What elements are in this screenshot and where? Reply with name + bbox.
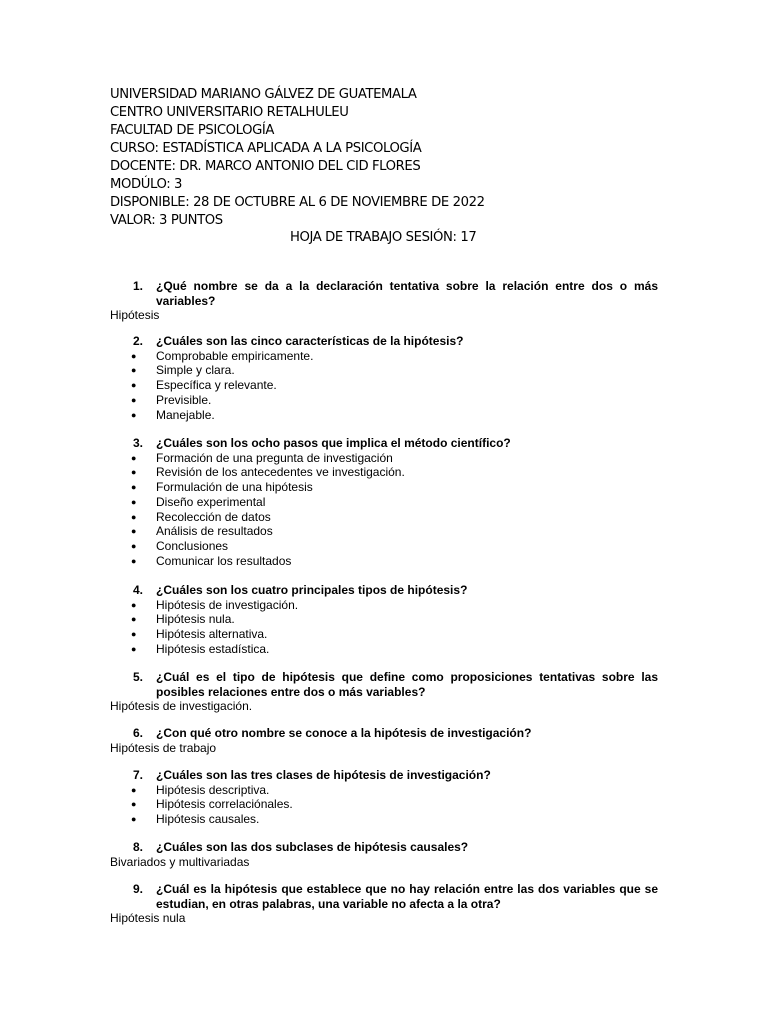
question: 2. ¿Cuáles son las cinco características de la hipótesis? <box>133 334 464 348</box>
list-item: ● Análisis de resultados <box>131 524 273 539</box>
question: 7. ¿Cuáles son las tres clases de hipótesis de investigación? <box>133 768 491 782</box>
list-item: ● Manejable. <box>131 407 215 422</box>
worksheet-title: HOJA DE TRABAJO SESIÓN: 17 <box>290 230 477 245</box>
list-item: ● Revisión de los antecedentes ve investigación. <box>131 465 405 480</box>
question-block-2 <box>0 334 768 422</box>
question-block-9 <box>0 882 768 926</box>
bullet-icon: ● <box>131 556 137 567</box>
list-item: ● Previsible. <box>131 392 212 407</box>
bullet-icon: ● <box>131 350 137 361</box>
bullet-icon: ● <box>131 629 137 640</box>
question: 1. ¿Qué nombre se da a la declaración tentativa sobre la relación entre dos o más variables? <box>133 279 658 308</box>
list-item: ● Hipótesis de investigación. <box>131 597 299 612</box>
header-center: CENTRO UNIVERSITARIO RETALHULEU <box>110 105 349 120</box>
list-item: ● Recolección de datos <box>131 509 271 524</box>
list-item: ● Hipótesis alternativa. <box>131 627 268 642</box>
question: 6. ¿Con qué otro nombre se conoce a la hipótesis de investigación? <box>133 726 532 740</box>
bullet-icon: ● <box>131 799 137 810</box>
list-item: ● Formulación de una hipótesis <box>131 480 313 495</box>
bullet-icon: ● <box>131 496 137 507</box>
list-item: ● Hipótesis estadística. <box>131 641 270 656</box>
question-block-3 <box>0 436 768 569</box>
answer-list <box>0 783 768 827</box>
list-item: ● Simple y clara. <box>131 363 235 378</box>
bullet-icon: ● <box>131 784 137 795</box>
list-item: ● Comprobable empiricamente. <box>131 348 314 363</box>
answer-list <box>0 349 768 423</box>
answer: Hipótesis de trabajo <box>110 740 217 755</box>
list-item: ● Formación de una pregunta de investigación <box>131 450 393 465</box>
question-block-1 <box>0 279 768 323</box>
bullet-icon: ● <box>131 365 137 376</box>
bullet-icon: ● <box>131 409 137 420</box>
list-item: ● Diseño experimental <box>131 494 266 509</box>
question-block-6 <box>0 726 768 755</box>
answer-list <box>0 451 768 569</box>
header-value: VALOR: 3 PUNTOS <box>110 213 223 228</box>
list-item: ● Hipótesis causales. <box>131 812 260 827</box>
answer: Hipótesis nula <box>110 911 186 925</box>
header-teacher: DOCENTE: DR. MARCO ANTONIO DEL CID FLORES <box>110 159 421 174</box>
bullet-icon: ● <box>131 814 137 825</box>
header-available: DISPONIBLE: 28 DE OCTUBRE AL 6 DE NOVIEMBRE DE 2022 <box>110 195 485 210</box>
list-item: ● Hipótesis descriptiva. <box>131 782 270 797</box>
bullet-icon: ● <box>131 482 137 493</box>
header-module: MODÚLO: 3 <box>110 177 183 192</box>
bullet-icon: ● <box>131 599 137 610</box>
list-item: ● Hipótesis correlaciónales. <box>131 797 293 812</box>
answer: Bivariados y multivariadas <box>110 854 250 869</box>
question: 4. ¿Cuáles son los cuatro principales tipos de hipótesis? <box>133 583 468 597</box>
bullet-icon: ● <box>131 467 137 478</box>
list-item: ● Conclusiones <box>131 539 229 554</box>
question-block-8 <box>0 840 768 869</box>
question-block-4 <box>0 583 768 657</box>
question-block-5 <box>0 670 768 714</box>
bullet-icon: ● <box>131 511 137 522</box>
list-item: ● Específica y relevante. <box>131 378 277 393</box>
list-item: ● Hipótesis nula. <box>131 612 235 627</box>
question: 8. ¿Cuáles son las dos subclases de hipótesis causales? <box>133 840 469 854</box>
question-block-7 <box>0 768 768 827</box>
header-faculty: FACULTAD DE PSICOLOGÍA <box>110 123 275 138</box>
answer-list <box>0 598 768 657</box>
bullet-icon: ● <box>131 526 137 537</box>
bullet-icon: ● <box>131 541 137 552</box>
header-course: CURSO: ESTADÍSTICA APLICADA A LA PSICOLOGÍA <box>110 141 422 156</box>
answer: Hipótesis <box>110 308 160 322</box>
bullet-icon: ● <box>131 394 137 405</box>
list-item: ● Comunicar los resultados <box>131 554 292 569</box>
bullet-icon: ● <box>131 380 137 391</box>
question: 5. ¿Cuál es el tipo de hipótesis que define como proposiciones tentativas sobre las posibles relaciones entre dos o más variables? <box>133 670 658 699</box>
header-university: UNIVERSIDAD MARIANO GÁLVEZ DE GUATEMALA <box>110 87 417 102</box>
document-header <box>110 86 710 230</box>
question: 9. ¿Cuál es la hipótesis que establece que no hay relación entre las dos variables que se estudian, en otras palabras, una variable no afecta a la otra? <box>133 882 658 911</box>
answer: Hipótesis de investigación. <box>110 699 253 713</box>
bullet-icon: ● <box>131 452 137 463</box>
bullet-icon: ● <box>131 643 137 654</box>
bullet-icon: ● <box>131 614 137 625</box>
question: 3. ¿Cuáles son los ocho pasos que implica el método científico? <box>133 436 511 450</box>
